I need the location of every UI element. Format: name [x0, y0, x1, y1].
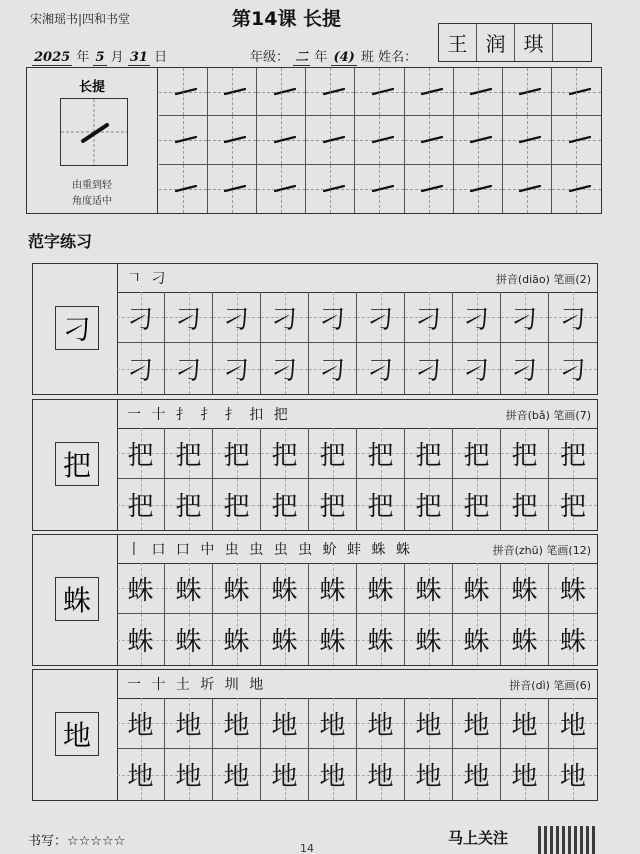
- practice-char: 刁: [223, 356, 250, 386]
- stroke-practice-cell: [159, 116, 208, 164]
- practice-char: 把: [559, 440, 586, 471]
- practice-char-cell: [453, 428, 501, 479]
- stroke-practice-cell: [355, 68, 404, 116]
- practice-char: 把: [511, 440, 538, 471]
- practice-char-cell: [165, 563, 213, 614]
- practice-char: 蛛: [511, 575, 538, 606]
- name-char-2: 润: [477, 24, 515, 61]
- practice-char-cell: [309, 428, 357, 479]
- practice-char: 蛛: [127, 627, 154, 657]
- practice-char-cell: [309, 479, 357, 530]
- practice-char: 把: [559, 492, 586, 522]
- practice-char-cell: [165, 479, 213, 530]
- practice-char-cell: [549, 343, 597, 394]
- practice-char-cell: [501, 479, 549, 530]
- stroke-practice-cell: [306, 116, 355, 164]
- stroke-practice-cell: [306, 165, 355, 213]
- practice-char: 蛛: [223, 627, 250, 657]
- practice-char: 蛛: [271, 627, 298, 657]
- handwritten-stroke-mark: [323, 136, 345, 144]
- practice-char: 蛛: [463, 575, 490, 606]
- handwritten-stroke-mark: [323, 185, 345, 193]
- practice-char: 蛛: [271, 575, 298, 606]
- stroke-practice-cell: [208, 68, 257, 116]
- practice-char-cell: [357, 343, 405, 394]
- handwritten-stroke-mark: [519, 185, 541, 193]
- practice-char-cell: [309, 698, 357, 749]
- practice-char-cell: [117, 479, 165, 530]
- practice-char: 地: [415, 710, 442, 741]
- practice-char: 刁: [319, 304, 346, 335]
- practice-char: 刁: [511, 356, 538, 386]
- practice-char: 刁: [127, 304, 154, 335]
- model-char-panel: [33, 400, 118, 530]
- stroke-practice-cell: [503, 116, 552, 164]
- practice-char-cell: [453, 343, 501, 394]
- character-block: [32, 534, 598, 666]
- practice-char-cell: [213, 428, 261, 479]
- practice-char-grid: [117, 292, 597, 394]
- practice-char: 地: [415, 762, 442, 792]
- practice-char: 把: [463, 440, 490, 471]
- lesson-title: 第14课 长提: [232, 8, 342, 30]
- practice-char-cell: [165, 343, 213, 394]
- practice-char-cell: [117, 563, 165, 614]
- stroke-caption-2: 角度适中: [72, 196, 112, 207]
- practice-char-cell: [117, 343, 165, 394]
- stroke-order: 一 十 扌 扌 扌 扣 把: [127, 407, 291, 423]
- practice-char: 刁: [319, 356, 346, 386]
- pinyin-stroke-count: 拼音(dì) 笔画(6): [509, 679, 591, 692]
- stroke-practice-cell: [355, 165, 404, 213]
- stroke-practice-cell: [405, 116, 454, 164]
- practice-char-cell: [213, 563, 261, 614]
- stroke-practice-grid: [159, 68, 601, 213]
- name-char-3: 琪: [515, 24, 553, 61]
- pinyin-stroke-count: 拼音(zhū) 笔画(12): [492, 544, 591, 557]
- class-name-label: 班 姓名：: [360, 50, 418, 65]
- practice-char: 刁: [415, 356, 442, 386]
- practice-char-grid: [117, 698, 597, 800]
- practice-char-cell: [453, 614, 501, 665]
- follow-label: 马上关注: [448, 829, 509, 847]
- stroke-demo-title: 长提: [78, 80, 105, 95]
- char-info-row: [117, 400, 597, 429]
- model-char-panel: [33, 535, 118, 665]
- practice-char-cell: [309, 563, 357, 614]
- practice-char-cell: [165, 428, 213, 479]
- stroke-practice-cell: [405, 68, 454, 116]
- practice-char: 地: [463, 762, 490, 792]
- practice-char: 刁: [511, 304, 538, 335]
- practice-char-cell: [405, 479, 453, 530]
- handwritten-stroke-mark: [519, 136, 541, 144]
- model-char: 把: [55, 442, 99, 486]
- practice-char-cell: [309, 749, 357, 800]
- stroke-practice-cell: [159, 68, 208, 116]
- stroke-practice-cell: [405, 165, 454, 213]
- practice-char-cell: [357, 749, 405, 800]
- section-title: 范字练习: [28, 232, 93, 251]
- practice-char: 地: [511, 710, 538, 741]
- practice-char-cell: [357, 428, 405, 479]
- practice-char: 地: [271, 710, 298, 741]
- stroke-practice-cell: [159, 165, 208, 213]
- practice-char-cell: [213, 749, 261, 800]
- practice-char-cell: [165, 698, 213, 749]
- practice-char: 把: [415, 492, 442, 522]
- pinyin-stroke-count: 拼音(bǎ) 笔画(7): [505, 409, 591, 422]
- brand-logo: 宋湘瑶书|四和书堂: [30, 12, 131, 26]
- practice-char-grid: [117, 563, 597, 665]
- handwritten-stroke-mark: [569, 136, 591, 144]
- practice-char: 蛛: [223, 575, 250, 606]
- character-block: [32, 669, 598, 801]
- practice-char-cell: [261, 749, 309, 800]
- practice-char-cell: [453, 698, 501, 749]
- practice-char-cell: [357, 479, 405, 530]
- practice-char-cell: [213, 343, 261, 394]
- stroke-practice-box: [26, 67, 602, 214]
- practice-char: 刁: [223, 304, 250, 335]
- grade-class-line: [250, 46, 417, 65]
- stroke-demo-diagram: [61, 99, 127, 165]
- practice-char-cell: [213, 698, 261, 749]
- practice-char: 刁: [367, 356, 394, 386]
- handwritten-stroke-mark: [421, 136, 443, 144]
- pinyin-stroke-count: 拼音(diāo) 笔画(2): [495, 273, 591, 286]
- practice-char-cell: [549, 428, 597, 479]
- character-block: [32, 263, 598, 395]
- practice-char-cell: [453, 479, 501, 530]
- practice-char: 地: [271, 762, 298, 792]
- practice-char-cell: [117, 292, 165, 343]
- handwritten-stroke-mark: [372, 185, 394, 193]
- practice-char: 刁: [175, 304, 202, 335]
- class-value: (4): [333, 50, 355, 65]
- practice-char-cell: [261, 292, 309, 343]
- student-name-box: [438, 23, 592, 62]
- stroke-practice-cell: [454, 116, 503, 164]
- practice-char: 刁: [367, 304, 394, 335]
- practice-char-cell: [405, 614, 453, 665]
- handwritten-stroke-mark: [224, 136, 246, 144]
- practice-char-cell: [117, 428, 165, 479]
- practice-char: 刁: [463, 304, 490, 335]
- model-char: 地: [55, 712, 99, 756]
- name-char-4: [553, 24, 591, 61]
- practice-char: 把: [511, 492, 538, 522]
- year-label: 年: [314, 50, 328, 65]
- handwritten-stroke-mark: [519, 88, 541, 96]
- practice-char: 地: [223, 710, 250, 741]
- practice-char: 蛛: [127, 575, 154, 606]
- practice-char-cell: [453, 563, 501, 614]
- practice-char: 把: [367, 492, 394, 522]
- practice-char: 地: [463, 710, 490, 741]
- practice-char: 刁: [559, 304, 586, 335]
- model-char: 蛛: [55, 577, 99, 621]
- stroke-order: 𠃍 刁: [127, 271, 169, 287]
- practice-char: 地: [127, 762, 154, 792]
- stroke-practice-cell: [503, 68, 552, 116]
- practice-char-cell: [309, 292, 357, 343]
- practice-char: 刁: [271, 356, 298, 386]
- stroke-practice-cell: [552, 165, 601, 213]
- practice-char: 地: [175, 762, 202, 792]
- handwritten-stroke-mark: [569, 88, 591, 96]
- practice-char: 地: [319, 710, 346, 741]
- stroke-caption-1: 由重到轻: [72, 180, 112, 191]
- practice-char: 蛛: [367, 627, 394, 657]
- practice-char-cell: [501, 698, 549, 749]
- practice-char-cell: [357, 563, 405, 614]
- practice-char: 把: [175, 440, 202, 471]
- practice-char: 蛛: [319, 575, 346, 606]
- date-month-label: 月: [110, 50, 124, 65]
- char-info-row: [117, 670, 597, 699]
- writing-rating: 书写：☆☆☆☆☆: [28, 834, 126, 849]
- practice-char: 把: [319, 440, 346, 471]
- handwritten-stroke-mark: [175, 136, 197, 144]
- practice-char-cell: [405, 428, 453, 479]
- practice-char-cell: [501, 428, 549, 479]
- stroke-practice-cell: [257, 165, 306, 213]
- date-day-label: 日: [154, 50, 168, 65]
- practice-char: 刁: [127, 356, 154, 386]
- practice-char: 地: [223, 762, 250, 792]
- handwritten-stroke-mark: [372, 136, 394, 144]
- practice-char: 刁: [415, 304, 442, 335]
- stroke-order: 一 十 土 圻 圳 地: [127, 677, 267, 693]
- practice-char-cell: [117, 698, 165, 749]
- practice-char: 蛛: [175, 627, 202, 657]
- date-line: [32, 46, 167, 65]
- stroke-practice-cell: [503, 165, 552, 213]
- practice-char-cell: [117, 749, 165, 800]
- practice-char: 把: [415, 440, 442, 471]
- practice-char-cell: [405, 563, 453, 614]
- handwritten-stroke-mark: [175, 185, 197, 193]
- practice-char-cell: [405, 343, 453, 394]
- practice-char-cell: [549, 698, 597, 749]
- practice-char: 地: [559, 710, 586, 741]
- date-year-label: 年: [76, 50, 90, 65]
- practice-char: 地: [367, 762, 394, 792]
- practice-char-cell: [165, 614, 213, 665]
- practice-char: 把: [271, 440, 298, 471]
- char-info-row: [117, 264, 597, 293]
- practice-char-cell: [453, 292, 501, 343]
- model-char-panel: [33, 264, 118, 394]
- practice-char-cell: [501, 614, 549, 665]
- practice-char-cell: [261, 428, 309, 479]
- practice-char-cell: [405, 698, 453, 749]
- stroke-practice-cell: [257, 116, 306, 164]
- practice-char: 把: [127, 440, 154, 471]
- practice-char: 刁: [271, 304, 298, 335]
- handwritten-stroke-mark: [421, 88, 443, 96]
- date-day: 31: [129, 50, 148, 65]
- practice-char-cell: [309, 614, 357, 665]
- practice-char-cell: [261, 343, 309, 394]
- practice-char: 把: [127, 492, 154, 522]
- handwritten-stroke-mark: [175, 88, 197, 96]
- stroke-practice-cell: [355, 116, 404, 164]
- practice-char-cell: [405, 292, 453, 343]
- stroke-demo-square: [60, 98, 128, 166]
- practice-char: 刁: [463, 356, 490, 386]
- practice-char: 蛛: [415, 627, 442, 657]
- practice-char-cell: [357, 614, 405, 665]
- practice-char: 蛛: [559, 575, 586, 606]
- model-char-panel: [33, 670, 118, 800]
- grade-value: 二: [295, 50, 309, 65]
- practice-char: 蛛: [319, 627, 346, 657]
- character-block: [32, 399, 598, 531]
- stroke-practice-cell: [552, 68, 601, 116]
- date-year: 2025: [34, 50, 71, 65]
- handwritten-stroke-mark: [274, 136, 296, 144]
- practice-char: 蛛: [511, 627, 538, 657]
- practice-char-cell: [213, 614, 261, 665]
- date-month: 5: [95, 50, 105, 65]
- practice-char: 蛛: [415, 575, 442, 606]
- practice-char-cell: [501, 292, 549, 343]
- page-number: 14: [300, 842, 314, 854]
- practice-char: 把: [271, 492, 298, 522]
- practice-char: 地: [559, 762, 586, 792]
- handwritten-stroke-mark: [421, 185, 443, 193]
- practice-char-cell: [549, 479, 597, 530]
- handwritten-stroke-mark: [470, 185, 492, 193]
- practice-char-cell: [549, 563, 597, 614]
- practice-char-cell: [357, 698, 405, 749]
- practice-char: 蛛: [367, 575, 394, 606]
- practice-char: 地: [511, 762, 538, 792]
- practice-char: 地: [127, 710, 154, 741]
- practice-char: 地: [319, 762, 346, 792]
- model-char: 刁: [55, 306, 99, 350]
- practice-char: 蛛: [175, 575, 202, 606]
- practice-char-cell: [213, 479, 261, 530]
- practice-char-cell: [309, 343, 357, 394]
- stroke-practice-cell: [552, 116, 601, 164]
- practice-char: 地: [175, 710, 202, 741]
- stroke-practice-cell: [257, 68, 306, 116]
- char-info-row: [117, 535, 597, 564]
- practice-char-cell: [165, 292, 213, 343]
- practice-char-cell: [261, 563, 309, 614]
- handwritten-stroke-mark: [274, 185, 296, 193]
- stroke-order: 丨 口 口 中 虫 虫 虫 虫 蚧 蚌 蛛 蛛: [127, 542, 413, 558]
- practice-char-cell: [501, 749, 549, 800]
- stroke-practice-cell: [454, 165, 503, 213]
- practice-char: 刁: [175, 356, 202, 386]
- practice-char-cell: [549, 749, 597, 800]
- practice-char-cell: [549, 614, 597, 665]
- practice-char-cell: [213, 292, 261, 343]
- practice-char-cell: [549, 292, 597, 343]
- practice-char: 刁: [559, 356, 586, 386]
- handwritten-stroke-mark: [372, 88, 394, 96]
- practice-char-cell: [501, 563, 549, 614]
- practice-char-grid: [117, 428, 597, 530]
- practice-char-cell: [357, 292, 405, 343]
- stroke-practice-cell: [306, 68, 355, 116]
- practice-char: 地: [367, 710, 394, 741]
- handwritten-stroke-mark: [470, 136, 492, 144]
- practice-char: 把: [367, 440, 394, 471]
- practice-char: 把: [223, 440, 250, 471]
- stroke-practice-cell: [454, 68, 503, 116]
- practice-char-cell: [261, 614, 309, 665]
- grade-label: 年级：: [250, 50, 290, 65]
- practice-char: 蛛: [463, 627, 490, 657]
- practice-char-cell: [405, 749, 453, 800]
- handwritten-stroke-mark: [224, 88, 246, 96]
- stroke-demo-panel: [27, 68, 158, 213]
- practice-char-cell: [453, 749, 501, 800]
- handwritten-stroke-mark: [274, 88, 296, 96]
- qr-code-icon: [538, 826, 596, 854]
- practice-char: 把: [463, 492, 490, 522]
- handwritten-stroke-mark: [323, 88, 345, 96]
- name-char-1: 王: [439, 24, 477, 61]
- practice-char: 把: [223, 492, 250, 522]
- practice-char-cell: [261, 698, 309, 749]
- practice-char: 把: [175, 492, 202, 522]
- practice-char-cell: [261, 479, 309, 530]
- practice-char-cell: [501, 343, 549, 394]
- handwritten-stroke-mark: [470, 88, 492, 96]
- handwritten-stroke-mark: [224, 185, 246, 193]
- stroke-practice-cell: [208, 165, 257, 213]
- practice-char-cell: [117, 614, 165, 665]
- practice-char: 蛛: [559, 627, 586, 657]
- stroke-practice-cell: [208, 116, 257, 164]
- practice-char-cell: [165, 749, 213, 800]
- handwritten-stroke-mark: [569, 185, 591, 193]
- practice-char: 把: [319, 492, 346, 522]
